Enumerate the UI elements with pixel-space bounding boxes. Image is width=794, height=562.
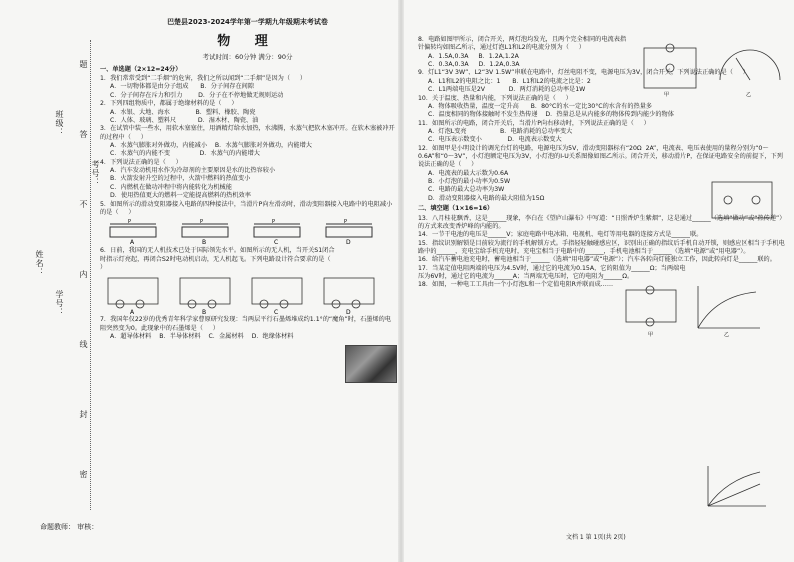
svg-text:甲: 甲 — [664, 92, 670, 98]
option-label-c: C — [274, 309, 279, 315]
binding-label-exam-no: 考号： — [91, 160, 100, 187]
question-10: 10．关于温度、热量和内能，下列说法正确的是（ ） — [418, 94, 572, 102]
question-3: 3．在试管中装一些水，用软木塞塞住，用酒精灯给水加热，水沸腾，水蒸气把软木塞冲开。在软木塞被冲开的过程中（ ） — [100, 125, 395, 141]
option: A．L1和L2的电阻之比：1 B．L1和L2的电流之比是：2 — [428, 77, 591, 85]
drone-circuit-diagram — [100, 274, 390, 314]
option: A．水银、大地、海水 B．塑料、橡胶、陶瓷 — [110, 108, 256, 116]
option-label-b: B — [202, 239, 207, 246]
svg-text:P: P — [200, 219, 204, 226]
question-15: 15．指纹识别解锁是目前较为流行的手机解锁方式。手指轻轻触碰感应区，识别出正确的指纹后手机自动开锁，则感应区相当于手机电路中的______，充电宝给手机充电时，充电宝相当于电路中的______，手机电池相当于______（选填“电源”或“用电器”）。 — [418, 239, 785, 255]
option-label-a: A — [130, 239, 135, 246]
q11-circuit-diagram — [708, 178, 780, 224]
svg-text:P: P — [128, 219, 132, 226]
footer-signature: 命题教师： 审核： — [40, 523, 99, 531]
option: A．灯泡L变亮 B．电路消耗的总功率变大 — [428, 127, 573, 135]
exam-info: 考试时间：60分钟 满分：90分 — [202, 52, 293, 61]
option: C．0.3A,0.3A D．1.2A,0.3A — [428, 61, 520, 69]
seal-char-1: 题 — [79, 60, 88, 69]
question-8: 8．电路如图甲所示，闭合开关，两灯泡均发光，且两个完全相同的电流表指针偏转均如图乙所示，通过灯泡L1和L2的电流分别为（ ） — [418, 36, 627, 52]
seal-char-2: 答 — [79, 130, 88, 139]
seal-char-5: 线 — [79, 340, 88, 349]
option: A．超导体材料 B．半导体材料 C．金属材料 D．绝缘体材料 — [110, 333, 294, 341]
seal-char-4: 内 — [79, 270, 88, 279]
option-label-d: D — [346, 309, 351, 315]
option: B．火箭发射升空的过程中，火箭中燃料的热值变小 — [110, 175, 251, 183]
option-label-d: D — [346, 239, 351, 246]
question-18: 18．如图，一种电工工具由一个小灯泡L和一个定值电阻R并联而成…… — [418, 281, 614, 289]
binding-label-id: 学号： — [55, 290, 64, 317]
question-12: 12．如图甲是小明设计的调光台灯的电路，电源电压为5V，滑动变阻器标有“20Ω 2A”，电流表、电压表使用的量程分别为“0～0.6A”和“0～3V”，小灯泡额定电压为3V，小灯泡的I-U关系图像如图乙所示。闭合开关，移动滑片P，在保证电路安全的前提下，下列说法正确的是（ ） — [418, 144, 783, 169]
question-5: 5．如图所示的滑动变阻器接入电路的四种接法中，当滑片P向左滑动时，滑动变阻器接入电路中的电阻减小的是（ ） — [100, 200, 393, 216]
svg-text:P: P — [272, 219, 276, 226]
question-2: 2．下列四组物质中，都属于绝缘材料的是（ ） — [100, 100, 238, 108]
footer-page-number: 文档 1 第 1页(共 2页) — [566, 534, 626, 541]
option: C．电压表示数变小 D．电流表示数变大 — [428, 136, 562, 144]
seal-char-3: 不 — [79, 200, 88, 209]
option: A．汽车发动机用水作为冷却剂的主要原因是水的比热容较小 — [110, 167, 276, 175]
svg-text:P: P — [344, 219, 348, 226]
seal-char-7: 密 — [79, 470, 88, 479]
option: C．L1两端电压是2V D．两灯消耗的总功率是1W — [428, 86, 586, 94]
question-17: 17．当某定值电阻两端的电压为4.5V时，通过它的电流为0.15A，它的阻值为______Ω；当两端电压为6V时，通过它的电流为______A；当两端无电压时，它的电阻为______Ω。 — [418, 264, 686, 281]
q18-iu-graph — [700, 462, 770, 512]
option: C．温度相同的物体接触时不发生热传递 D．热量总是从内能多的物体传到内能少的物体 — [428, 111, 674, 119]
rheostat-figures — [100, 219, 395, 245]
option: C．电路的最大总功率为3W — [428, 186, 505, 194]
option: D．滑动变阻器接入电路的最大阻值为15Ω — [428, 194, 545, 202]
option: A．水蒸气膨胀对外做功，内能减小 B．水蒸气膨胀对外做功，内能增大 — [110, 141, 312, 149]
option: A．一切物体都是由分子组成 B．分子间存在间隙 — [110, 83, 255, 91]
q12-circuit-and-iu-graph — [620, 282, 770, 338]
drone-photo — [345, 345, 397, 383]
left-column — [100, 18, 395, 341]
option-label-c: C — [274, 239, 279, 246]
option-label-a: A — [130, 309, 135, 315]
question-13: 13．八月桂花飘香，这是______现象，李白在《望庐山瀑布》中写道：“日照香炉生紫烟”，这是通过______（选填“做功”或“热传递”）的方式来改变香炉峰的内能的。 — [418, 214, 786, 230]
question-16: 16．给汽车蓄电池充电时，蓄电池相当于______（选填“用电器”或“电源”）；汽车各转向灯能独立工作，因此转向灯是______联的。 — [418, 256, 776, 264]
option: A．物体吸收热量，温度一定升高 B．80°C的水一定比30°C的水含有的热量多 — [428, 102, 653, 110]
question-1: 1．我们常常受到“二手烟”的危害，我们之所以闻到“二手烟”是因为（ ） — [100, 75, 307, 83]
binding-margin — [0, 0, 100, 520]
option: C．人体、玻璃、塑料尺 D．湿木材、陶瓷、油 — [110, 116, 259, 124]
rheostat-diagram — [100, 219, 390, 245]
option: C．分子间存在斥力和引力 D．分子在不停地做无规则运动 — [110, 91, 284, 99]
q8-circuit-and-ammeter — [640, 40, 790, 98]
section-title-1: 一、单选题（2×12=24分） — [100, 65, 182, 73]
option: A．电流表的最大示数为0.6A — [428, 169, 509, 177]
option: D．使用热值更大的燃料一定能提高燃料的热机效率 — [110, 192, 251, 200]
question-11: 11．如图所示的电路，闭合开关后，当滑片P向右移动时，下列说法正确的是（ ） — [418, 119, 650, 127]
section-title-2: 二、填空题（1×16=16） — [418, 205, 494, 213]
question-6: 6．日前，我国的无人机技术已处于国际领先水平。如图所示的无人机，当开关S1闭合时指示灯亮起，再闭合S2时电动机启动，无人机起飞。下列电路设计符合要求的是（ ） — [100, 247, 341, 271]
option: C．水蒸气的内能不变 D．水蒸气的内能增大 — [110, 150, 260, 158]
svg-text:乙: 乙 — [746, 92, 752, 98]
page-fold — [398, 0, 404, 562]
svg-text:乙: 乙 — [724, 332, 730, 338]
exam-title: 巴楚县2023-2024学年第一学期九年级期末考试卷 — [167, 18, 328, 26]
option: B．小灯泡的最小功率为0.5W — [428, 178, 511, 186]
question-4: 4．下列说法正确的是（ ） — [100, 158, 182, 166]
binding-dotted-line — [90, 40, 91, 510]
question-9: 9．灯L1“3V 3W”、L2“3V 1.5W”串联在电路中，灯丝电阻不变，电源电压为3V，闭合开关，下列说法正确的是（ ） — [418, 69, 749, 77]
question-14: 14．一节干电池的电压是______V；家庭电路中电冰箱、电视机、电灯等用电器的连接方式是______联。 — [418, 231, 703, 239]
option: A．1.5A,0.3A B．1.2A,1.2A — [428, 52, 519, 60]
seal-char-6: 封 — [79, 410, 88, 419]
binding-label-name: 姓名： — [35, 250, 44, 277]
svg-text:甲: 甲 — [648, 332, 654, 338]
option-label-b: B — [202, 309, 207, 315]
question-7: 7．我国年仅22岁的优秀青年科学家曹原研究发现：当两层平行石墨烯堆成约1.1°的“魔角”时，石墨烯的电阻突然变为0。此现象中的石墨烯是（ ） — [100, 316, 392, 332]
binding-label-class: 班级： — [55, 110, 64, 137]
drone-circuit-figures — [100, 274, 395, 314]
subject-title: 物 理 — [217, 34, 278, 50]
option: C．内燃机在做功冲程中将内能转化为机械能 — [110, 183, 232, 191]
